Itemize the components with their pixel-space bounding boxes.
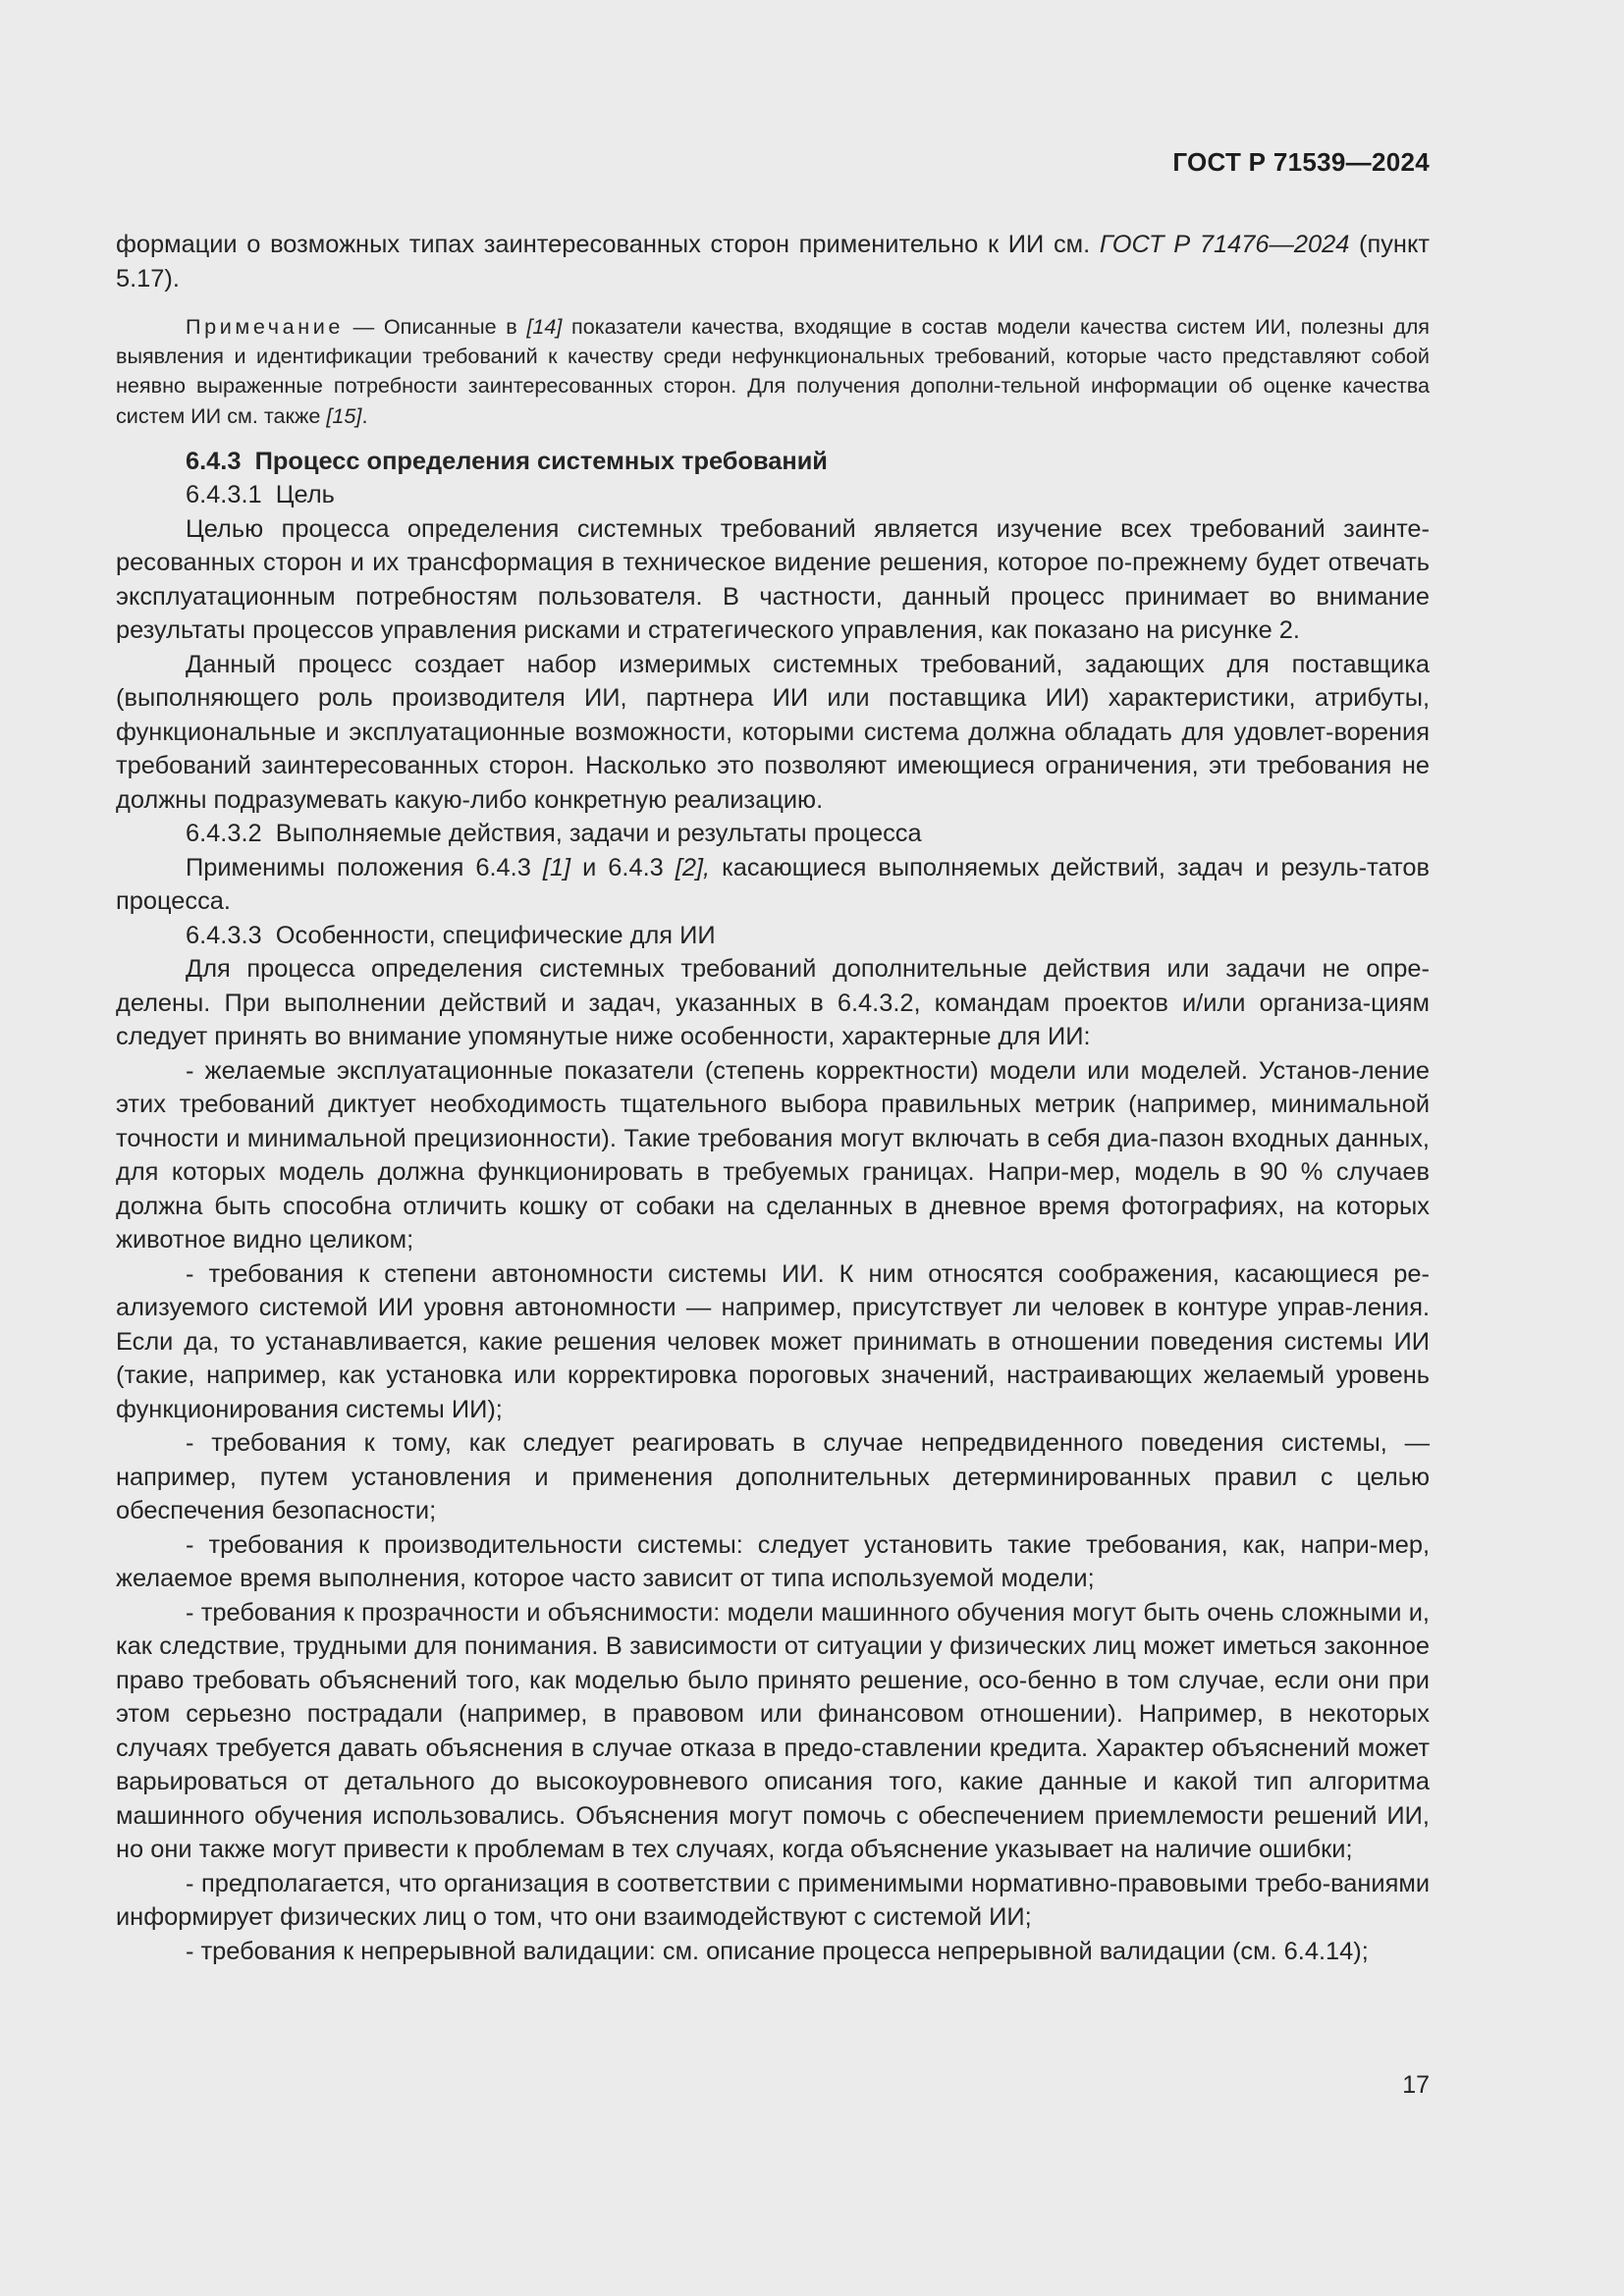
intro-clause-reference: (пункт 5.17). <box>116 231 1430 293</box>
intro-standard-reference: ГОСТ Р 71476—2024 <box>1099 231 1350 258</box>
reference-1: [1] <box>542 853 571 881</box>
note-end: . <box>361 402 368 428</box>
note-label: Примечание <box>186 314 344 339</box>
list-item: - требования к непрерывной валидации: см. описание процесса непрерывной валидации (см. 6.4.14); <box>186 1937 1369 1965</box>
page-number: 17 <box>1402 2071 1430 2099</box>
list-item: - требования к степени автономности системы ИИ. К ним относятся соображения, касающиеся ре-ализуемого системой ИИ уровня автономности — например, присутствует ли человек в контуре управ-ления. Если да, то устанавливается, какие решения человек может принимать в отношении поведения системы ИИ (такие, например, как установка или корректировка пороговых значений, настраивающих желаемый уровень функционирования системы ИИ); <box>116 1259 1430 1423</box>
section-number: 6.4.3 <box>186 447 242 475</box>
requirements-set-paragraph: Данный процесс создает набор измеримых системных требований, задающих для поставщика (выполняющего роль производителя ИИ, партнера ИИ или поставщика ИИ) характеристики, атрибуты, функциональные и эксплуатационные возможности, которыми система должна обладать для удовлет-ворения требований заинтересованных сторон. Насколько это позволяют имеющиеся ограничения, эти требования не должны подразумевать какую-либо конкретную реализацию. <box>116 650 1430 814</box>
goal-paragraph: Целью процесса определения системных требований является изучение всех требований заинте-ресованных сторон и их трансформация в техническое видение решения, которое по-прежнему будет отвечать эксплуатационным потребностям пользователя. В частности, данный процесс принимает во внимание результаты процессов управления рисками и стратегического управления, как показано на рисунке 2. <box>116 514 1430 645</box>
section-heading <box>116 445 1430 479</box>
list-item: - желаемые эксплуатационные показатели (степень корректности) модели или моделей. Установ-ление этих требований диктует необходимость тщательного выбора правильных метрик (например, минимальной точности и минимальной прецизионности). Такие требования могут включать в себя диа-пазон входных данных, для которых модель должна функционировать в требуемых границах. Напри-мер, модель в 90 % случаев должна быть способна отличить кошку от собаки на сделанных в дневное время фотографиях, на которых животное видно целиком; <box>116 1056 1430 1255</box>
list-item: - требования к прозрачности и объяснимости: модели машинного обучения могут быть очень сложными и, как следствие, трудными для понимания. В зависимости от ситуации у физических лиц может иметься законное право требовать объяснений того, как моделью было принято решение, осо-бенно в том случае, если они при этом серьезно пострадали (например, в правовом или финансовом отношении). Например, в некоторых случаях требуется давать объяснения в случае отказа в предо-ставлении кредита. Характер объяснений может варьироваться от детального до высокоуровневого описания того, какие данные и какой тип алгоритма машинного обучения использовались. Объяснения могут помочь с обеспечением приемлемости решений ИИ, но они также могут привести к проблемам в тех случаях, когда объяснение указывает на наличие ошибки; <box>116 1598 1430 1864</box>
note-paragraph <box>116 312 1430 431</box>
note-dash: — Описанные в <box>344 314 527 339</box>
note-text: показатели качества, входящие в состав модели качества систем ИИ, полезны для выявления и идентификации требований к качеству среди нефункциональных требований, которые часто представляют собой неявно выраженные потребности заинтересованных сторон. Для получения дополни-тельной информации об оценке качества систем ИИ см. также <box>116 314 1430 428</box>
page-body <box>116 147 1430 1968</box>
subsection-heading-activities: 6.4.3.2 Выполняемые действия, задачи и результаты процесса <box>186 820 922 848</box>
subsection-heading-ai-specifics: 6.4.3.3 Особенности, специфические для ИИ <box>186 921 716 949</box>
ai-specifics-intro-paragraph: Для процесса определения системных требований дополнительные действия или задачи не опре-делены. При выполнении действий и задач, указанных в 6.4.3.2, командам проектов и/или организа-циям следует принять во внимание упомянутые ниже особенности, характерные для ИИ: <box>116 955 1430 1051</box>
activities-text-a: Применимы положения 6.4.3 <box>186 853 543 881</box>
activities-paragraph <box>116 851 1430 919</box>
intro-paragraph <box>116 228 1430 295</box>
note-reference-14: [14] <box>526 314 563 339</box>
list-item: - требования к производительности системы: следует установить такие требования, как, напри-мер, желаемое время выполнения, которое часто зависит от типа используемой модели; <box>116 1530 1430 1593</box>
list-item: - предполагается, что организация в соответствии с применимыми нормативно-правовыми требо-ваниями информирует физических лиц о том, что они взаимодействуют с системой ИИ; <box>116 1869 1430 1932</box>
subsection-heading-goal: 6.4.3.1 Цель <box>186 481 335 509</box>
note-reference-15: [15] <box>326 402 362 428</box>
activities-text-b: и 6.4.3 <box>570 853 676 881</box>
intro-text: формации о возможных типах заинтересованных сторон применительно к ИИ см. <box>116 231 1091 258</box>
reference-2: [2], <box>675 853 711 881</box>
section-title: Процесс определения системных требований <box>254 447 828 475</box>
document-code-header: ГОСТ Р 71539—2024 <box>1172 147 1430 177</box>
activities-text-c: касающиеся выполняемых действий, задач и резуль-татов процесса. <box>116 853 1430 916</box>
list-item: - требования к тому, как следует реагировать в случае непредвиденного поведения системы, — например, путем установления и применения дополнительных детерминированных правил с целью обеспечения безопасности; <box>116 1429 1430 1525</box>
